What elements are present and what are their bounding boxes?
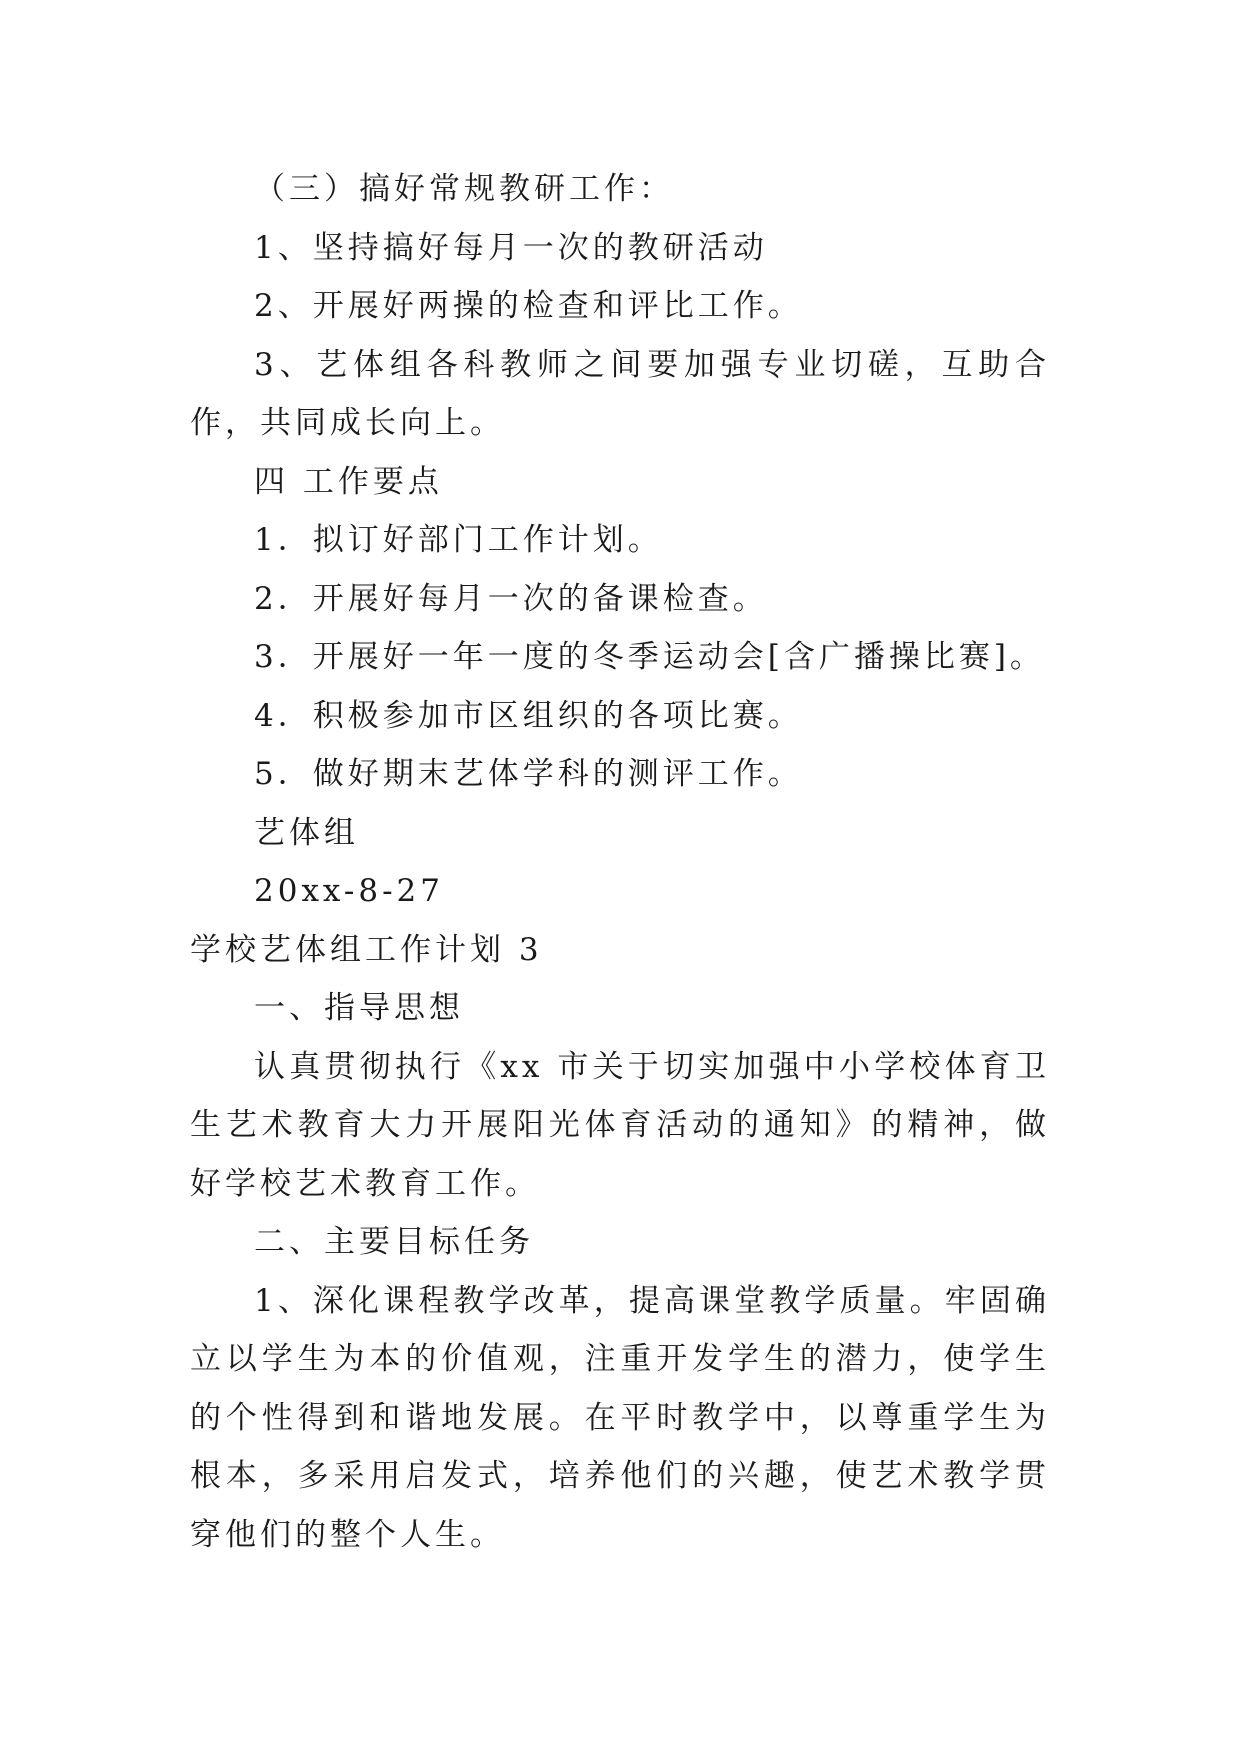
section-heading-main-goals: 二、主要目标任务 [254,1224,534,1260]
signature-date: 20xx-8-27 [254,873,444,909]
list-item: 2．开展好每月一次的备课检查。 [254,580,768,617]
section-heading-work-points: 四 工作要点 [254,463,443,500]
list-item: 1、坚持搞好每月一次的教研活动 [254,229,768,266]
signature-group: 艺体组 [254,814,359,851]
document-body [190,160,1050,1564]
list-item: 4．积极参加市区组织的各项比赛。 [254,697,803,734]
body-paragraph: 认真贯彻执行《xx 市关于切实加强中小学校体育卫生艺术教育大力开展阳光体育活动的通知》的精神，做好学校艺术教育工作。 [190,1048,1050,1202]
list-item: 3．开展好一年一度的冬季运动会[含广播操比赛]。 [254,639,1045,675]
section-heading-guiding-ideology: 一、指导思想 [254,990,464,1026]
list-item: 1．拟订好部门工作计划。 [254,522,663,558]
list-item: 3、艺体组各科教师之间要加强专业切磋，互助合作，共同成长向上。 [190,346,1050,441]
body-paragraph: 1、深化课程教学改革，提高课堂教学质量。牢固确立以学生为本的价值观，注重开发学生的潜力，使学生的个性得到和谐地发展。在平时教学中，以尊重学生为根本，多采用启发式，培养他们的兴趣，使艺术教学贯穿他们的整个人生。 [190,1282,1050,1553]
list-item: 2、开展好两操的检查和评比工作。 [254,288,803,324]
list-item: 5．做好期末艺体学科的测评工作。 [254,756,803,792]
section-heading-routine-research: （三）搞好常规教研工作： [254,171,674,207]
plan-title: 学校艺体组工作计划 3 [190,931,543,968]
